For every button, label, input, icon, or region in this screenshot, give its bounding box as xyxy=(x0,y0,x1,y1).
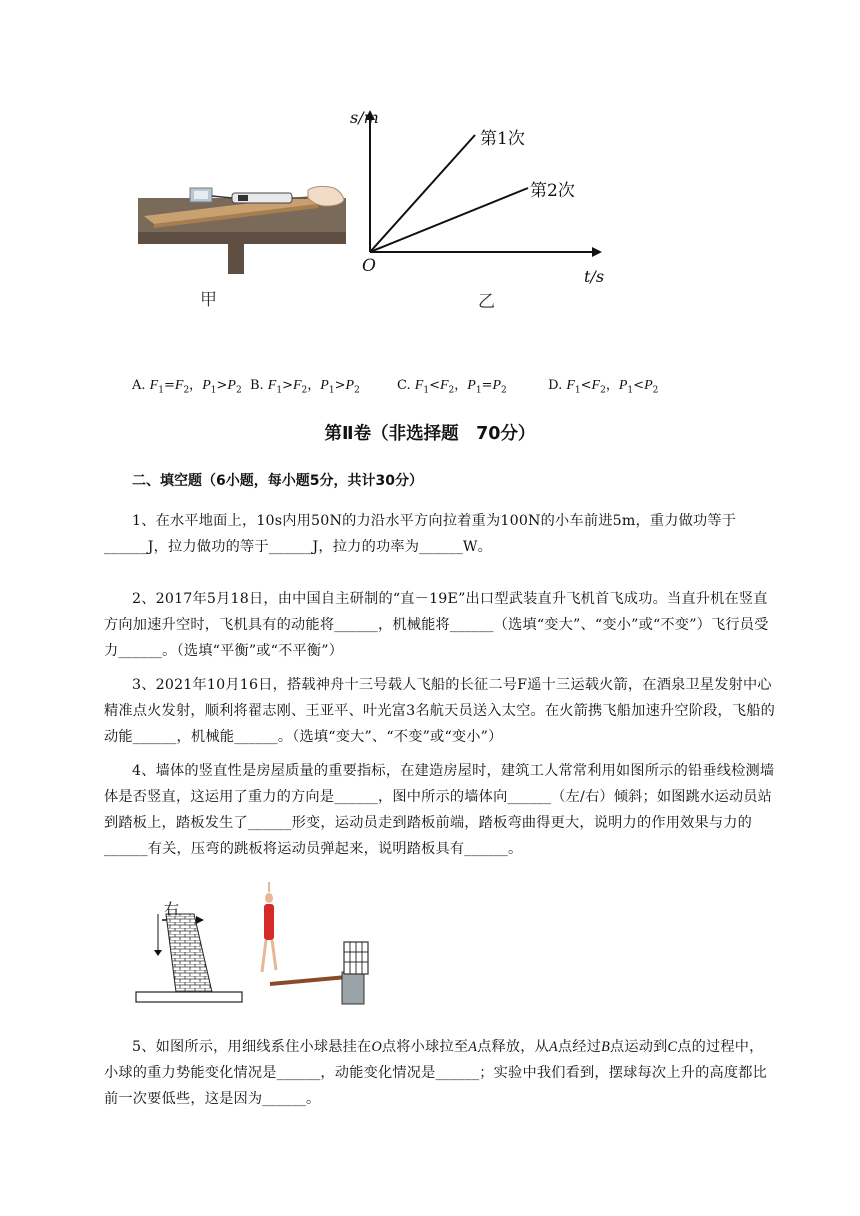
line2-label: 第2次 xyxy=(530,181,575,201)
question-4: 4、墙体的竖直性是房屋质量的重要指标，在建造房屋时，建筑工人常常利用如图所示的铅垂线检测墙体是否竖直，这运用了重力的方向是______，图中所示的墙体向______（左/右）倾斜；如图跳水运动员站到踏板上，踏板发生了______形变，运动员走到踏板前端，踏板弯曲得更大，说明力的作用效果与力的______有关，压弯的跳板将运动员弹起来，说明踏板具有______。 xyxy=(104,763,775,857)
answer-options xyxy=(132,374,658,396)
line-second-trial xyxy=(370,188,528,252)
question-5: 5、如图所示，用细线系住小球悬挂在O点将小球拉至A点释放，从A点经过B点运动到C点的过程中，小球的重力势能变化情况是______，动能变化情况是______；实验中我们看到，摆球每次上升的高度都比前一次要低些，这是因为______。 xyxy=(104,1039,768,1107)
option-d: D. $F_1<F_2$，$P_1<P_2$ xyxy=(548,378,659,396)
origin-label: O xyxy=(362,256,376,276)
axis-x-label: t/s xyxy=(584,267,605,286)
figure-jia-caption: 甲 xyxy=(200,290,217,310)
section-title: 第Ⅱ卷（非选择题 70分） xyxy=(324,424,536,444)
option-b: B. $F_1>F_2$，$P_1>P_2$ xyxy=(249,378,360,396)
line1-label: 第1次 xyxy=(480,129,525,149)
question-2: 2、2017年5月18日，由中国自主研制的“直－19E”出口型武装直升飞机首飞成功。当直升机在竖直方向加速升空时，飞机具有的动能将______，机械能将______（选填“变大”、“变小”或“不变”）飞行员受力______。（选填“平衡”或“不平衡”） xyxy=(104,591,769,659)
figure-jia-table-scale xyxy=(132,182,352,274)
question-3: 3、2021年10月16日，搭载神舟十三号载人飞船的长征二号F遥十三运载火箭，在酒泉卫星发射中心精准点火发射，顺利将翟志刚、王亚平、叶光富3名航天员送入太空。在火箭携飞船加速升空阶段，飞船的动能______，机械能______。（选填“变大”、“不变”或“变小”） xyxy=(104,677,776,745)
figure-right-label: 右 xyxy=(164,900,180,918)
question-1: 1、在水平地面上，10s内用50N的力沿水平方向拉着重为100N的小车前进5m，重力做功等于______J，拉力做功的等于______J，拉力的功率为______W。 xyxy=(104,513,737,555)
section-heading-fill-blank: 二、填空题（6小题，每小题5分，共计30分） xyxy=(132,473,423,489)
option-a: A. $F_1=F_2$，$P_1>P_2$ xyxy=(132,378,242,396)
figure-yi-caption: 乙 xyxy=(478,292,495,312)
option-c: C. $F_1<F_2$，$P_1=P_2$ xyxy=(397,378,507,396)
line-first-trial xyxy=(370,135,475,252)
axis-y-label: s/m xyxy=(350,108,379,127)
